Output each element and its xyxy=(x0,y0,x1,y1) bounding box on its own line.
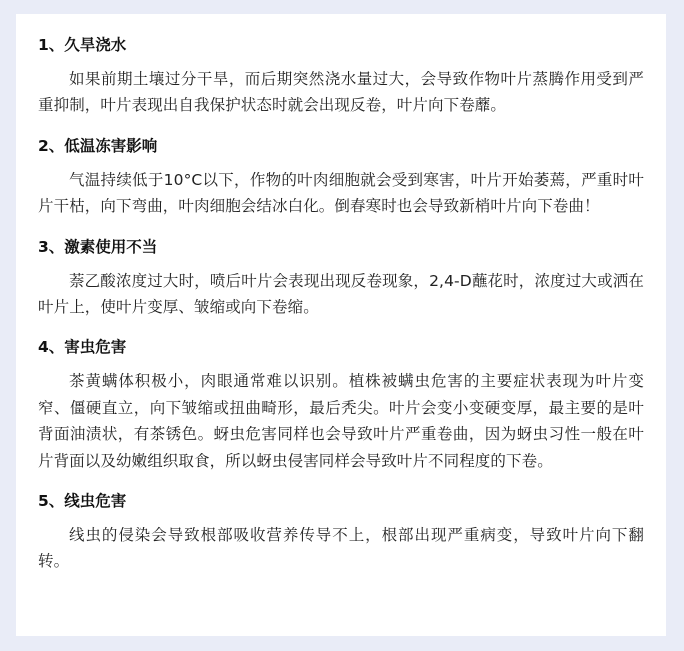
section-paragraph: 如果前期土壤过分干旱，而后期突然浇水量过大，会导致作物叶片蒸腾作用受到严重抑制，叶片表现出自我保护状态时就会出现反卷，叶片向下卷蘼。 xyxy=(38,70,644,115)
section-heading: 2、低温冻害影响 xyxy=(38,136,158,155)
article-card xyxy=(16,14,666,636)
section-nematode-damage xyxy=(38,490,644,575)
section-paragraph: 茶黄螨体积极小，肉眼通常难以识别。植株被螨虫危害的主要症状表现为叶片变窄、僵硬直立，向下皱缩或扭曲畸形，最后秃尖。叶片会变小变硬变厚，最主要的是叶背面油渍状，有茶锈色。蚜虫危害同样也会导致叶片严重卷曲，因为蚜虫习性一般在叶片背面以及幼嫩组织取食，所以蚜虫侵害同样会导致叶片不同程度的下卷。 xyxy=(38,372,644,470)
section-paragraph: 线虫的侵染会导致根部吸收营养传导不上，根部出现严重病变，导致叶片向下翻转。 xyxy=(38,526,644,571)
section-hormone-misuse xyxy=(38,236,644,321)
section-drought-watering xyxy=(38,34,644,119)
section-pest-damage xyxy=(38,336,644,474)
section-heading: 4、害虫危害 xyxy=(38,338,127,357)
section-heading: 1、久旱浇水 xyxy=(38,36,127,54)
section-paragraph: 萘乙酸浓度过大时，喷后叶片会表现出现反卷现象，2,4-D蘸花时，浓度过大或洒在叶片上，使叶片变厚、皱缩或向下卷缩。 xyxy=(38,271,644,317)
section-paragraph: 气温持续低于10°C以下，作物的叶肉细胞就会受到寒害，叶片开始萎蔫，严重时叶片干枯，向下弯曲，叶肉细胞会结冰白化。倒春寒时也会导致新梢叶片向下卷曲！ xyxy=(38,170,644,216)
section-heading: 5、线虫危害 xyxy=(38,492,127,511)
section-heading: 3、激素使用不当 xyxy=(38,237,158,256)
section-low-temperature xyxy=(38,135,644,220)
